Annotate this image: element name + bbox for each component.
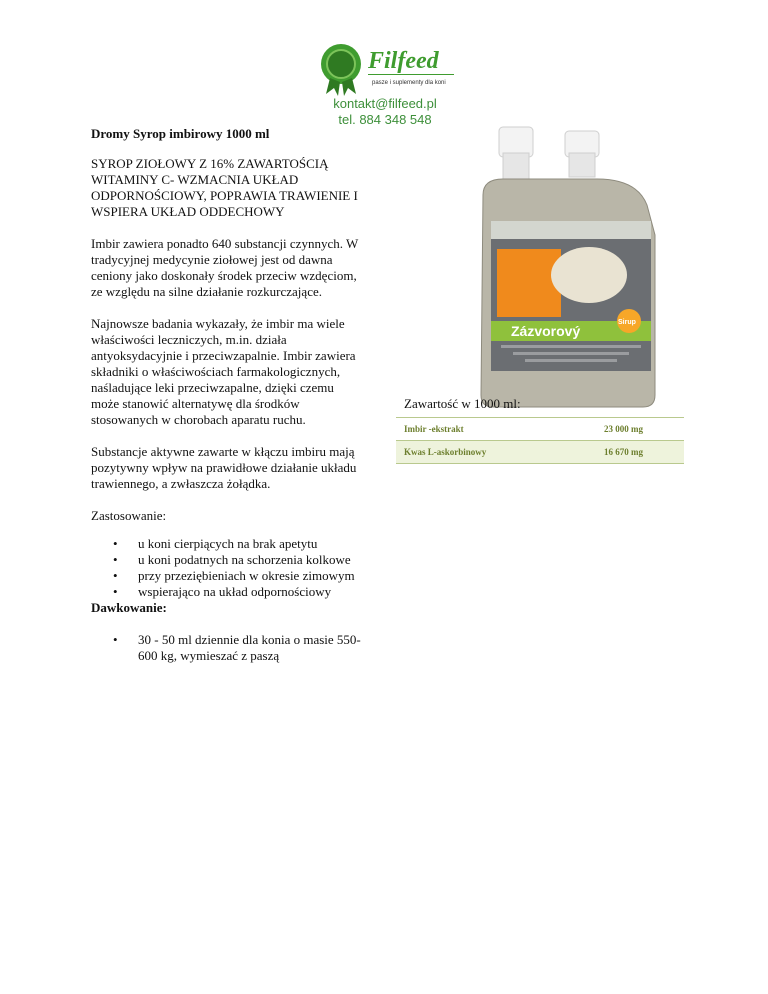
logo-wordmark: Filfeed [368,48,439,74]
list-item: • przy przeziębieniach w okresie zimowym [91,568,363,584]
article-body [91,126,363,664]
ingredient-name: Imbir -ekstrakt [404,424,464,434]
dosage-heading: Dawkowanie: [91,600,167,615]
paragraph-imbir: Imbir zawiera ponadto 640 substancji czynnych. W tradycyjnej medycynie ziołowej jest od dawna ceniony jako doskonały środek przeciw wzdęciom, ze względu na silne działanie rozkurczające. [91,236,359,299]
usage-list [91,536,363,600]
ingredient-value: 16 670 mg [604,447,643,457]
ingredient-value: 23 000 mg [604,424,643,434]
contact-phone: tel. 884 348 548 [338,112,432,127]
contact-info [300,96,470,128]
article-title: Dromy Syrop imbirowy 1000 ml [91,126,270,141]
logo-tagline: pasze i suplementy dla koni [372,80,446,86]
list-item: • wspierająco na układ odpornościowy [91,584,363,600]
product-image [469,125,674,410]
product-badge: Sirup [618,319,636,326]
contact-email[interactable]: kontakt@filfeed.pl [333,96,437,111]
product-brand: Zázvorový [511,323,581,339]
intro-heading: SYROP ZIOŁOWY Z 16% ZAWARTOŚCIĄ WITAMINY C- WZMACNIA UKŁAD ODPORNOŚCIOWY, POPRAWIA TRAWIENIE I WSPIERA UKŁAD ODDECHOWY [91,156,358,219]
rosette-icon [321,44,361,96]
dosage-list [91,632,363,664]
list-item: • u koni cierpiących na brak apetytu [91,536,363,552]
usage-heading: Zastosowanie: [91,508,167,523]
table-row [396,418,684,440]
table-row [396,440,684,464]
ingredient-name: Kwas L-askorbinowy [404,447,487,457]
composition-table [396,417,684,464]
list-item: • 30 - 50 ml dziennie dla konia o masie 550-600 kg, wymieszać z paszą [91,632,363,664]
paragraph-research: Najnowsze badania wykazały, że imbir ma wiele właściwości leczniczych, m.in. działa antyoksydacyjnie i przeciwzapalnie. Imbir zawiera składniki o właściwościach farmakologicznych, naśladujące leki przeciwzapalne, dzięki czemu może stanowić alternatywę dla środków stosowanych w chorobach aparatu ruchu. [91,316,356,427]
filfeed-logo [316,38,456,98]
list-item: • u koni podatnych na schorzenia kolkowe [91,552,363,568]
paragraph-digestion: Substancje aktywne zawarte w kłączu imbiru mają pozytywny wpływ na prawidłowe działanie układu trawiennego, a zwłaszcza żołądka. [91,444,357,491]
composition-caption: Zawartość w 1000 ml: [404,396,521,411]
